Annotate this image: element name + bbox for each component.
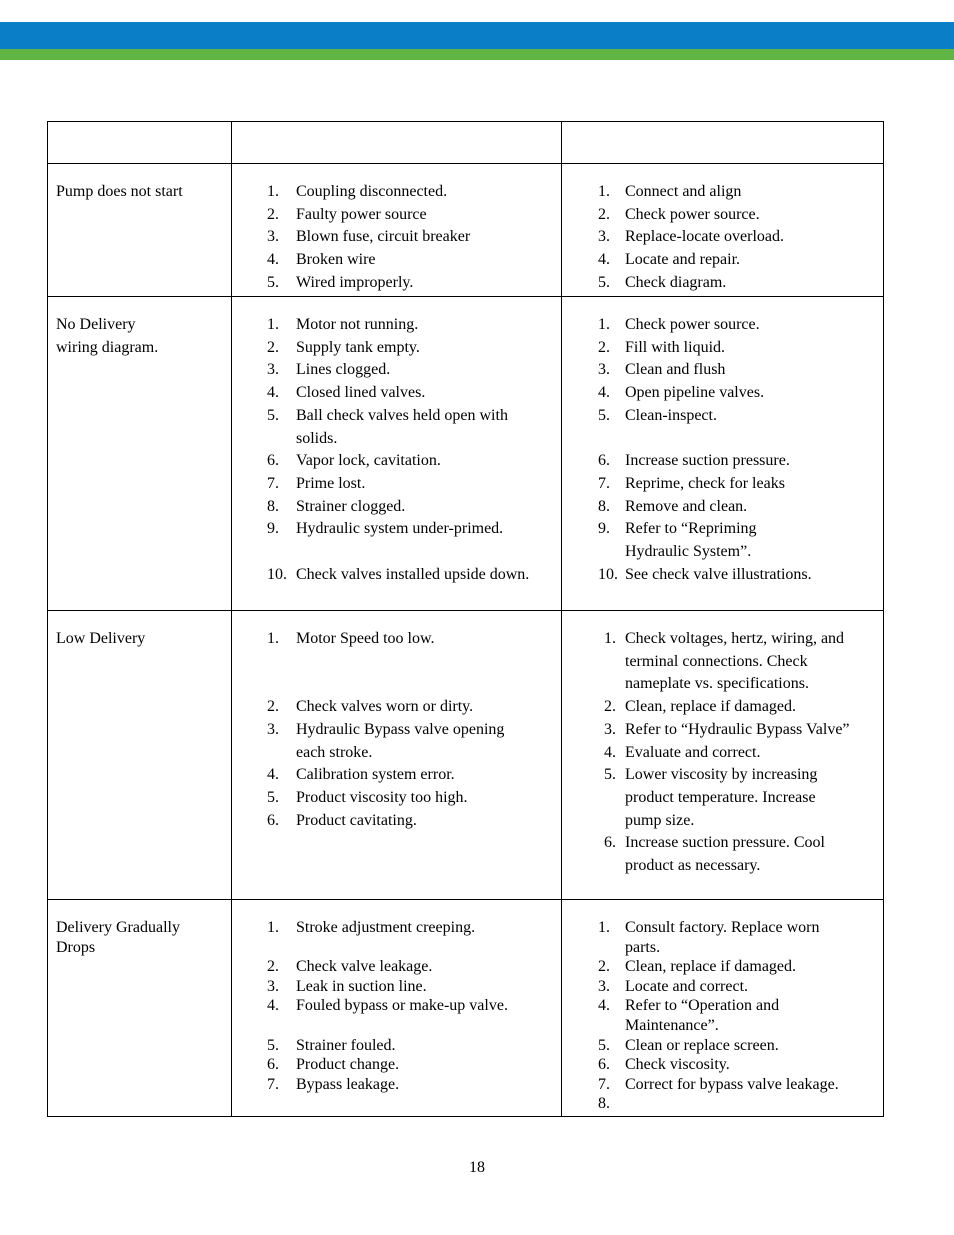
item-number: 10. [598,565,618,583]
item-number: 4. [598,997,610,1015]
item-number: 9. [598,520,610,538]
item-text: Motor not running. [296,316,419,333]
item-number: 4. [267,997,279,1015]
solution-item [598,1055,880,1075]
item-text: Fouled bypass or make-up valve. [296,997,508,1015]
item-number [598,428,625,451]
cause-item [267,337,557,360]
item-text: Check valve leakage. [296,958,433,976]
item-text: Locate and correct. [625,977,749,995]
solution-item [604,742,882,765]
item-text: Correct for bypass valve leakage. [625,1075,839,1093]
solution-item [598,564,880,587]
cause-list [267,181,557,295]
item-text: Reprime, check for leaks [625,474,785,492]
problem-text: Delivery Gradually [56,919,180,936]
cause-item [267,628,557,651]
item-text: Coupling disconnected. [296,183,448,200]
solution-item [598,226,880,249]
item-text: Consult factory. Replace worn [625,919,820,936]
item-number: 5. [598,273,610,291]
item-number: 5. [598,1036,610,1054]
item-text: Blown fuse, circuit breaker [296,228,471,246]
item-text: Refer to “Hydraulic Bypass Valve” [625,720,850,738]
item-text: Replace-locate overload. [625,228,785,246]
item-number: 5. [267,273,279,291]
item-text: Clean and flush [625,361,726,379]
table-border-left [47,121,48,1117]
problem-cell [56,181,226,204]
cause-item [267,977,557,997]
cause-item [267,204,557,227]
row-divider [47,899,884,900]
item-text: each stroke. [296,743,373,761]
item-text: Product cavitating. [296,811,417,829]
item-number [267,541,296,564]
cause-item [267,696,557,719]
item-text: Refer to “Operation and [625,997,780,1015]
item-number: 2. [267,958,279,976]
item-text: Hydraulic System”. [625,543,752,561]
solution-item [598,496,880,519]
item-text: Hydraulic system under-primed. [296,520,504,538]
cause-item [267,541,557,564]
item-number [267,673,296,696]
column-divider [561,121,562,1117]
solution-item [598,428,880,451]
solution-item [604,855,882,878]
item-number: 1. [598,183,610,200]
row-divider [47,610,884,611]
item-number: 7. [598,474,610,492]
item-number: 6. [598,452,610,470]
item-number: 1. [267,630,279,647]
item-text: Increase suction pressure. Cool [625,834,825,852]
page-number: 18 [469,1159,485,1176]
item-number: 4. [267,251,279,269]
item-number: 4. [598,384,610,402]
cause-item [267,810,557,833]
problem-text: wiring diagram. [56,338,159,356]
cause-item [267,314,557,337]
solution-list [598,181,880,295]
item-text: Check power source. [625,316,760,333]
item-text: Clean, replace if damaged. [625,958,797,976]
cause-item [267,1036,557,1056]
item-number: 3. [267,720,279,738]
cause-item [267,918,557,938]
solution-item [598,272,880,295]
cause-item [267,787,557,810]
item-number: 2. [598,205,610,223]
item-text: Check diagram. [625,273,727,291]
item-text: Hydraulic Bypass valve opening [296,720,505,738]
item-number: 1. [267,919,279,936]
item-text: Remove and clean. [625,497,748,515]
cause-item [267,226,557,249]
solution-item [598,1094,880,1114]
solution-list [604,628,882,878]
item-text: Fill with liquid. [625,338,726,356]
solution-item [604,787,882,810]
item-number: 2. [598,338,610,356]
solution-item [598,337,880,360]
item-number: 7. [267,474,279,492]
item-number: 3. [604,720,616,738]
table-border-top [47,121,884,122]
cause-item [267,564,557,587]
solution-item [598,1075,880,1095]
item-number: 5. [267,406,279,424]
item-text [296,541,300,564]
cause-item [267,651,557,674]
solution-item [598,938,880,958]
item-text: Motor Speed too low. [296,630,435,647]
item-text: Lines clogged. [296,361,391,379]
item-number: 7. [267,1075,279,1093]
problem-text: Pump does not start [56,183,183,200]
solution-item [598,181,880,204]
item-text: Maintenance”. [625,1016,719,1034]
item-number: 3. [598,228,610,246]
item-text: product as necessary. [625,857,761,875]
solution-item [598,314,880,337]
item-number: 1. [598,316,610,333]
item-text: Product change. [296,1056,400,1074]
cause-item [267,1055,557,1075]
cause-item [267,249,557,272]
cause-list [267,628,557,832]
solution-item [598,918,880,938]
column-divider [231,121,232,1117]
problem-cell [56,314,226,359]
header-blue-band [0,22,954,49]
item-text: nameplate vs. specifications. [625,675,809,693]
solution-item [598,450,880,473]
item-text: Check viscosity. [625,1056,730,1074]
item-number: 4. [267,766,279,784]
item-text: parts. [625,938,661,956]
header-green-band [0,49,954,60]
solution-item [604,651,882,674]
item-text: pump size. [625,811,695,829]
item-text: See check valve illustrations. [625,565,812,583]
item-text [296,673,300,696]
item-text: Check valves worn or dirty. [296,698,474,716]
cause-item [267,518,557,541]
problem-cell [56,628,226,651]
item-text: Clean, replace if damaged. [625,698,797,716]
item-number: 2. [267,698,279,716]
item-number [598,1016,625,1036]
cause-item [267,496,557,519]
cause-item [267,473,557,496]
item-text: solids. [296,429,338,447]
cause-item [267,272,557,295]
item-text: Lower viscosity by increasing [625,766,818,784]
cause-item [267,996,557,1016]
item-text: Refer to “Repriming [625,520,757,538]
item-number [267,742,296,765]
solution-item [598,977,880,997]
table-border-bottom [47,1116,884,1117]
item-text: Open pipeline valves. [625,384,765,402]
item-number: 5. [267,788,279,806]
cause-item [267,450,557,473]
item-number: 8. [598,1095,610,1113]
item-text: Strainer clogged. [296,497,406,515]
item-number [604,673,625,696]
item-text: Bypass leakage. [296,1075,400,1093]
solution-item [598,473,880,496]
item-text: Calibration system error. [296,766,455,784]
item-text: Wired improperly. [296,273,414,291]
solution-item [604,810,882,833]
item-text: Prime lost. [296,474,366,492]
cause-item [267,1075,557,1095]
item-number: 6. [604,834,616,852]
item-text: product temperature. Increase [625,788,816,806]
item-text: Faulty power source [296,205,427,223]
item-number: 5. [267,1036,279,1054]
item-text [296,1016,300,1036]
item-text: Check valves installed upside down. [296,565,530,583]
item-text: Ball check valves held open with [296,406,508,424]
cause-item [267,181,557,204]
cause-item [267,382,557,405]
cause-item [267,359,557,382]
item-number: 6. [267,452,279,470]
item-number: 6. [267,811,279,829]
solution-item [598,359,880,382]
item-number [604,810,625,833]
item-number: 1. [267,316,279,333]
item-text: Broken wire [296,251,376,269]
item-number: 6. [598,1056,610,1074]
item-number: 3. [598,361,610,379]
item-number: 10. [267,565,287,583]
item-text: Connect and align [625,183,742,200]
solution-item [598,518,880,541]
cause-item [267,719,557,742]
item-text: Locate and repair. [625,251,741,269]
row-divider [47,296,884,297]
solution-item [604,764,882,787]
item-text: Stroke adjustment creeping. [296,919,476,936]
cause-list [267,314,557,586]
solution-item [604,832,882,855]
item-number: 5. [598,406,610,424]
item-number: 7. [598,1075,610,1093]
item-number [598,541,625,564]
cause-item [267,405,557,428]
item-number: 4. [267,384,279,402]
item-text: Evaluate and correct. [625,743,761,761]
header-row-divider [47,163,884,164]
table-border-right [883,121,884,1117]
problem-cell [56,918,226,957]
solution-item [598,541,880,564]
item-text [296,938,300,958]
cause-item [267,957,557,977]
solution-item [598,382,880,405]
item-number: 3. [267,228,279,246]
cause-item [267,764,557,787]
solution-list [598,314,880,586]
item-number [604,787,625,810]
item-number [267,938,296,958]
solution-item [598,405,880,428]
item-text [625,1094,629,1114]
solution-item [598,957,880,977]
solution-item [598,249,880,272]
item-number: 2. [267,338,279,356]
solution-item [604,673,882,696]
problem-text: Drops [56,938,96,956]
item-number [267,428,296,451]
item-text: Closed lined valves. [296,384,426,402]
problem-text: No Delivery [56,316,136,333]
cause-item [267,1016,557,1036]
item-number: 3. [267,977,279,995]
cause-list [267,918,557,1094]
item-text: Product viscosity too high. [296,788,468,806]
solution-item [604,628,882,651]
item-number: 9. [267,520,279,538]
item-number [598,938,625,958]
item-number: 2. [604,698,616,716]
item-number: 2. [598,958,610,976]
cause-item [267,742,557,765]
item-number: 3. [598,977,610,995]
solution-item [604,719,882,742]
item-number: 2. [267,205,279,223]
item-number [267,651,296,674]
solution-list [598,918,880,1114]
solution-item [604,696,882,719]
item-text [625,428,629,451]
item-text: Clean or replace screen. [625,1036,779,1054]
item-text: Check voltages, hertz, wiring, and [625,630,845,647]
item-number: 6. [267,1056,279,1074]
solution-item [598,996,880,1016]
item-text: Increase suction pressure. [625,452,790,470]
item-text: Check power source. [625,205,760,223]
cause-item [267,673,557,696]
item-text: Leak in suction line. [296,977,427,995]
item-text: Clean-inspect. [625,406,717,424]
item-number: 1. [604,630,616,647]
item-number: 3. [267,361,279,379]
cause-item [267,428,557,451]
item-number: 4. [598,251,610,269]
item-text: Vapor lock, cavitation. [296,452,441,470]
troubleshooting-table [47,121,884,1117]
item-number: 8. [267,497,279,515]
item-text: Supply tank empty. [296,338,420,356]
solution-item [598,1016,880,1036]
item-number: 4. [604,743,616,761]
solution-item [598,204,880,227]
item-number [604,855,625,878]
item-text [296,651,300,674]
item-number [267,1016,296,1036]
item-number: 1. [598,919,610,936]
item-number: 5. [604,766,616,784]
item-number [604,651,625,674]
item-number: 1. [267,183,279,200]
item-text: terminal connections. Check [625,652,808,670]
solution-item [598,1036,880,1056]
item-text: Strainer fouled. [296,1036,396,1054]
problem-text: Low Delivery [56,630,146,647]
cause-item [267,938,557,958]
item-number: 8. [598,497,610,515]
